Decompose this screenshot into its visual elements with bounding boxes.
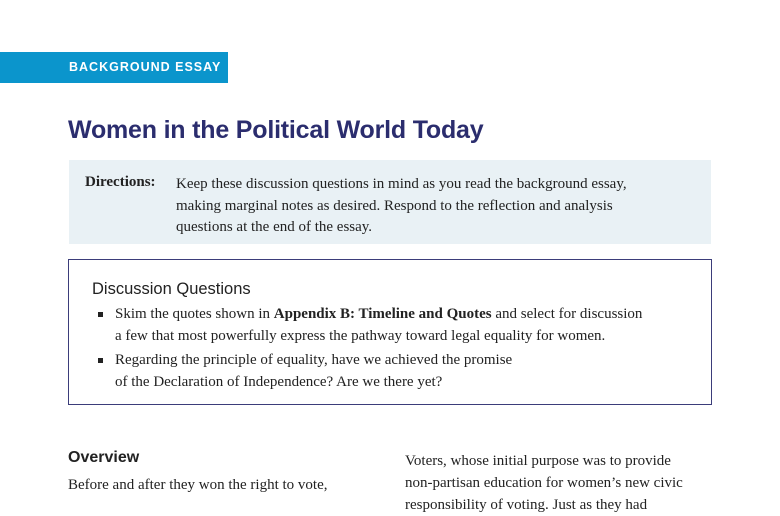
directions-line: making marginal notes as desired. Respond to the reflection and analysis [176,197,613,214]
bullet-icon [98,358,103,363]
question-line: of the Declaration of Independence? Are we there yet? [115,373,443,390]
bullet-icon [98,312,103,317]
overview-left-column [68,474,368,496]
directions-text [176,174,676,239]
question-line [115,304,696,326]
question-line: Regarding the principle of equality, have we achieved the promise [115,352,513,368]
section-tag: BACKGROUND ESSAY [0,52,228,83]
list-item [96,304,696,347]
directions-line: questions at the end of the essay. [176,219,373,235]
list-item [96,350,696,393]
appendix-reference: Appendix B: Timeline and Quotes [273,306,492,322]
overview-right-column [405,450,725,516]
discussion-questions-title: Discussion Questions [92,280,251,298]
discussion-questions-box [68,259,712,405]
overview-heading: Overview [68,449,140,466]
paragraph-line: Before and after they won the right to vote, [68,477,328,493]
directions-line: Keep these discussion questions in mind as you read the background essay, [176,176,627,192]
directions-label: Directions: [85,174,156,190]
paragraph-line: Voters, whose initial purpose was to provide [405,453,671,469]
question-text: Skim the quotes shown in [115,306,274,322]
directions-box [69,160,711,244]
discussion-questions-list [96,304,696,396]
paragraph-line: responsibility of voting. Just as they had [405,497,648,513]
paragraph-line: non-partisan education for women’s new civic [405,475,683,491]
question-line: a few that most powerfully express the pathway toward legal equality for women. [115,327,606,344]
question-text: and select for discussion [491,306,643,322]
page-title: Women in the Political World Today [68,116,484,144]
